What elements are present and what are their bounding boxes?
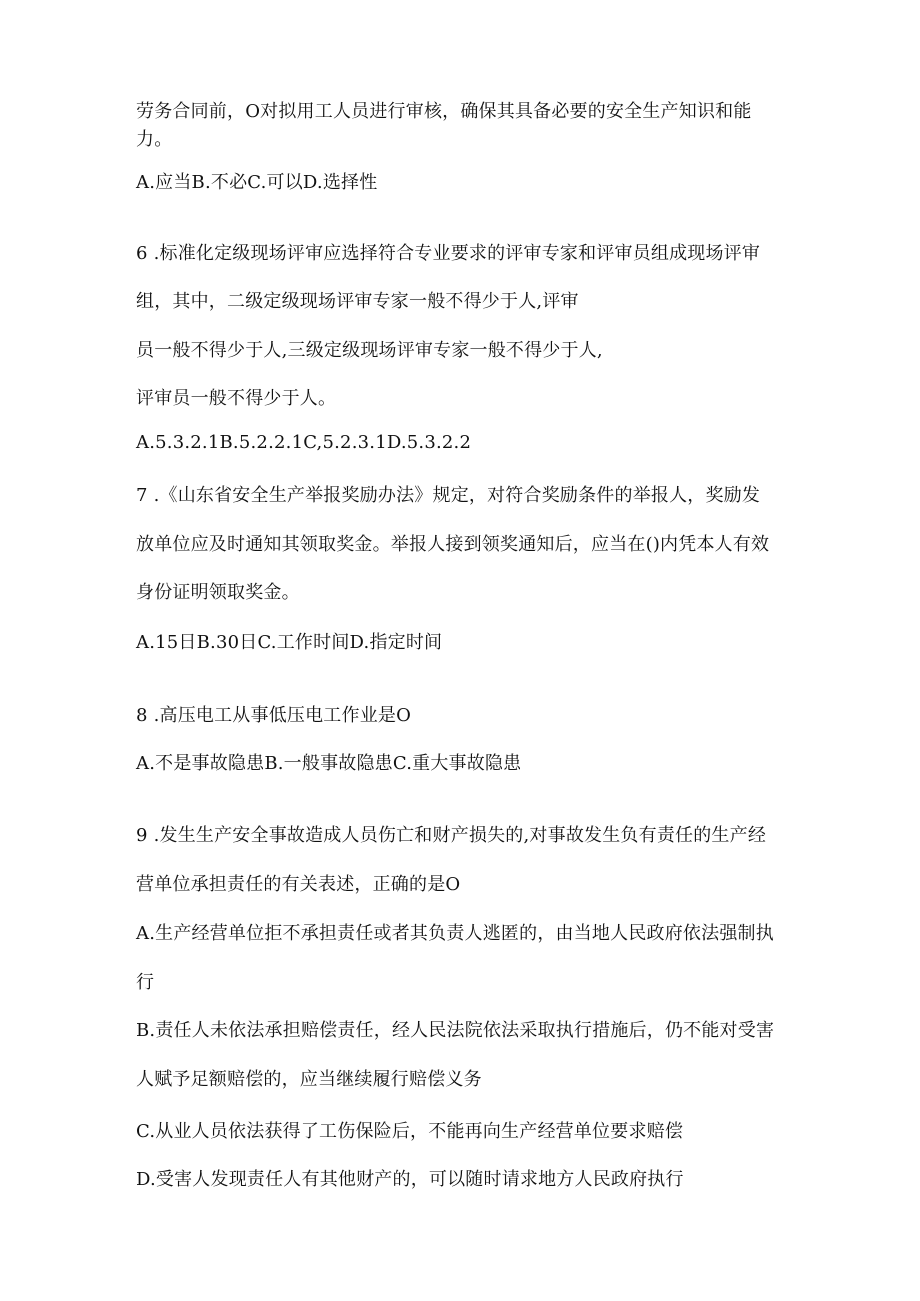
q7-options: A.15日B.30日C.工作时间D.指定时间 [136, 632, 443, 653]
q9-text-line-1: 9 .发生生产安全事故造成人员伤亡和财产损失的,对事故发生负有责任的生产经 [136, 825, 767, 846]
q6-text-line-1: 6 .标准化定级现场评审应选择符合专业要求的评审专家和评审员组成现场评审 [136, 243, 761, 264]
q9-option-b-line-1: B.责任人未依法承担赔偿责任，经人民法院依法采取执行措施后，仍不能对受害 [136, 1020, 775, 1041]
q6-text-line-4: 评审员一般不得少于人。 [136, 388, 337, 409]
q9-option-c: C.从业人员依法获得了工伤保险后，不能再向生产经营单位要求赔偿 [136, 1121, 684, 1142]
q5-text-line-2: 力。 [136, 129, 173, 150]
q6-text-line-3: 员一般不得少于人,三级定级现场评审专家一般不得少于人, [136, 340, 603, 361]
q6-options: A.5.3.2.1B.5.2.2.1C,5.2.3.1D.5.3.2.2 [136, 432, 472, 453]
q5-options: A.应当B.不必C.可以D.选择性 [136, 172, 378, 193]
q9-option-d: D.受害人发现责任人有其他财产的，可以随时请求地方人民政府执行 [136, 1169, 684, 1190]
q8-options: A.不是事故隐患B.一般事故隐患C.重大事故隐患 [136, 753, 522, 774]
q5-text-line-1: 劳务合同前，O对拟用工人员进行审核，确保其具备必要的安全生产知识和能 [136, 101, 752, 122]
q7-text-line-2: 放单位应及时通知其领取奖金。举报人接到领奖通知后，应当在()内凭本人有效 [136, 534, 770, 555]
q8-text-line-1: 8 .高压电工从事低压电工作业是O [136, 705, 412, 726]
q7-text-line-1: 7 .《山东省安全生产举报奖励办法》规定，对符合奖励条件的举报人，奖励发 [136, 485, 761, 506]
q7-text-line-3: 身份证明领取奖金。 [136, 582, 300, 603]
q9-option-a-line-1: A.生产经营单位拒不承担责任或者其负责人逃匿的，由当地人民政府依法强制执 [136, 923, 774, 944]
q9-option-a-line-2: 行 [136, 972, 155, 993]
q9-text-line-2: 营单位承担责任的有关表述，正确的是O [136, 874, 461, 895]
q9-option-b-line-2: 人赋予足额赔偿的，应当继续履行赔偿义务 [136, 1069, 482, 1090]
q6-text-line-2: 组，其中，二级定级现场评审专家一般不得少于人,评审 [136, 291, 579, 312]
